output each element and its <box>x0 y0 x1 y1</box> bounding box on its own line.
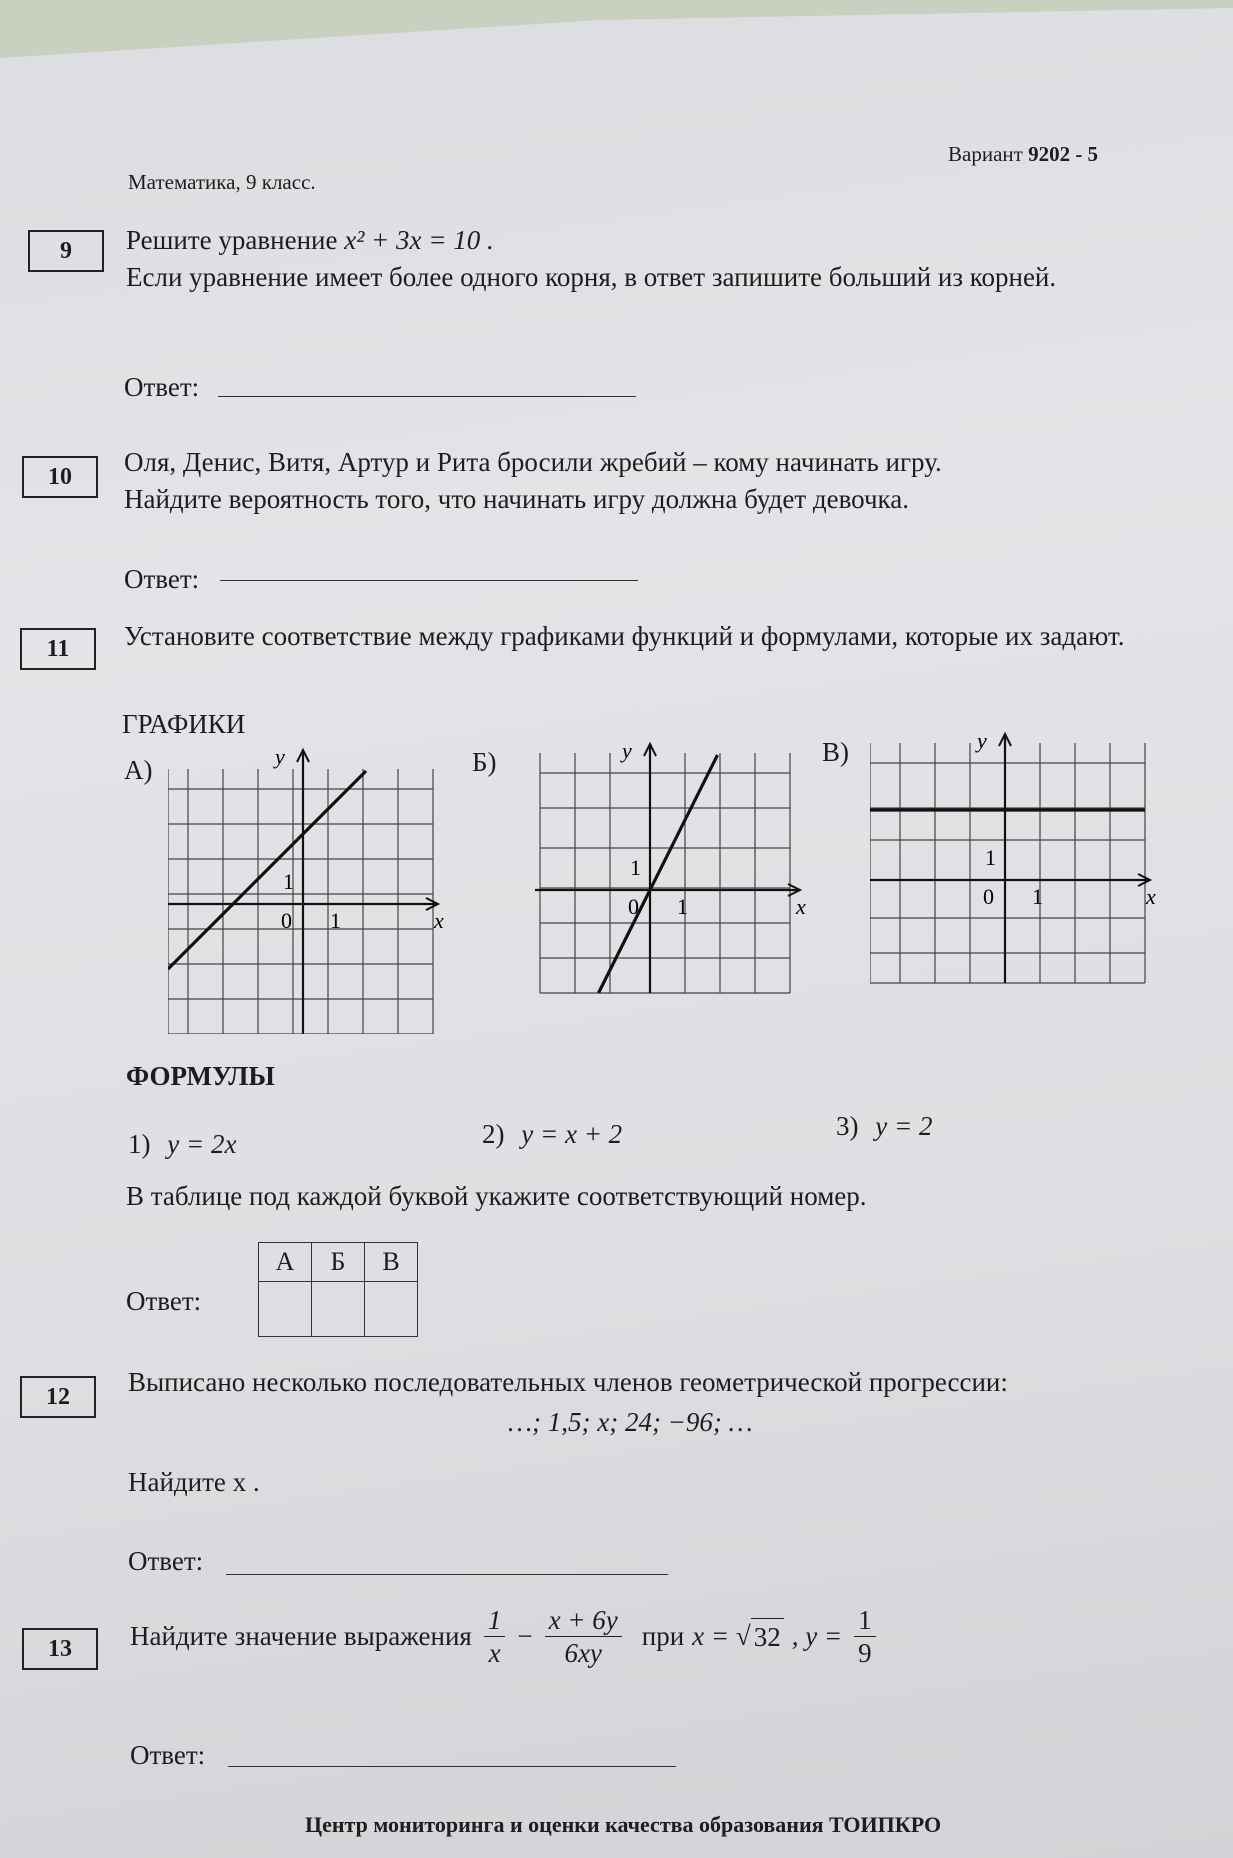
task-9-answer-label: Ответ: <box>124 372 200 402</box>
task-12-text: Выписано несколько последовательных членов геометрической прогрессии: <box>128 1367 1008 1397</box>
fraction-3 <box>854 1604 876 1669</box>
graph-a-label: А) <box>124 755 153 785</box>
origin-label: 0 <box>628 894 639 919</box>
x-axis-label: x <box>434 908 444 933</box>
formula-2 <box>482 1116 622 1153</box>
y-unit-label: 1 <box>283 869 294 894</box>
answer-table-header-b: Б <box>312 1243 365 1282</box>
fraction-2 <box>545 1604 622 1669</box>
fraction-2-denominator: 6xy <box>564 1638 602 1668</box>
origin-label: 0 <box>281 908 292 933</box>
footer-organization: Центр мониторинга и оценки качества образования ТОИПКРО <box>305 1812 942 1837</box>
task-12-find: Найдите x . <box>128 1467 260 1497</box>
formula-1-num: 1) <box>128 1129 151 1159</box>
task-12-answer-label: Ответ: <box>128 1546 204 1576</box>
task-10-line2: Найдите вероятность того, что начинать игру должна будет девочка. <box>124 484 909 514</box>
answer-table-header-v: В <box>365 1243 418 1282</box>
fraction-1-over-x <box>484 1604 506 1669</box>
task-13-answer-line[interactable] <box>228 1766 676 1767</box>
y-axis-label: y <box>622 738 632 763</box>
formula-2-expr: y = x + 2 <box>521 1119 623 1149</box>
function-line <box>599 755 718 993</box>
y-equals: , y = <box>791 1621 843 1651</box>
graph-b <box>520 738 810 1018</box>
minus-sign: − <box>517 1621 533 1651</box>
task-11-number: 11 <box>20 628 96 670</box>
formula-2-num: 2) <box>482 1119 505 1149</box>
task-9-condition: Если уравнение имеет более одного корня, в ответ запишите больший из корней. <box>126 262 1057 292</box>
task-11-answer-label: Ответ: <box>126 1286 202 1316</box>
x-axis-label: x <box>796 894 806 919</box>
variant-label: Вариант <box>948 142 1023 166</box>
y-unit-label: 1 <box>985 845 996 870</box>
formulas-title: ФОРМУЛЫ <box>126 1061 275 1091</box>
variant-number: 9202 - 5 <box>1028 142 1099 166</box>
task-10-number: 10 <box>22 456 98 498</box>
task-10-text <box>124 444 1174 518</box>
table-surface-corner <box>0 0 1233 70</box>
task-10-line1: Оля, Денис, Витя, Артур и Рита бросили жребий – кому начинать игру. <box>124 447 942 477</box>
answer-cell-b[interactable] <box>312 1282 365 1337</box>
x-unit-label: 1 <box>1032 884 1043 909</box>
task-9-number: 9 <box>28 230 104 272</box>
formula-3 <box>836 1108 932 1145</box>
graph-v <box>870 728 1160 1008</box>
task-12-number: 12 <box>20 1376 96 1418</box>
fraction-3-numerator: 1 <box>854 1604 876 1637</box>
task-10-answer-label: Ответ: <box>124 564 200 594</box>
fraction-3-denominator: 9 <box>858 1638 872 1668</box>
subject-header: Математика, 9 класс. <box>128 170 316 194</box>
x-equals: x = √ <box>692 1621 751 1651</box>
y-axis-label: y <box>977 728 987 753</box>
graph-b-label: Б) <box>472 747 497 777</box>
x-root-value: 32 <box>751 1618 784 1656</box>
task-12-sequence: …; 1,5; x; 24; −96; … <box>508 1407 753 1437</box>
graph-v-label: В) <box>822 737 849 767</box>
answer-cell-a[interactable] <box>259 1282 312 1337</box>
task-13-text <box>130 1604 880 1669</box>
y-axis-label: y <box>275 744 285 769</box>
x-unit-label: 1 <box>330 908 341 933</box>
formula-1 <box>128 1126 236 1163</box>
formula-3-num: 3) <box>836 1111 859 1141</box>
task-9-text <box>126 222 1146 296</box>
origin-label: 0 <box>983 884 994 909</box>
fraction-2-numerator: x + 6y <box>545 1604 622 1637</box>
x-unit-label: 1 <box>677 894 688 919</box>
graph-a <box>168 744 448 1034</box>
task-13-at: при <box>641 1621 685 1651</box>
fraction-1-numerator: 1 <box>484 1604 506 1637</box>
task-13-lead: Найдите значение выражения <box>130 1621 472 1651</box>
answer-cell-v[interactable] <box>365 1282 418 1337</box>
x-axis-label: x <box>1146 884 1156 909</box>
y-unit-label: 1 <box>630 855 641 880</box>
fraction-1-denominator: x <box>488 1638 501 1668</box>
task-13-number: 13 <box>22 1628 98 1670</box>
task-9-lead: Решите уравнение <box>126 225 338 255</box>
task-10-answer-line[interactable] <box>220 580 638 581</box>
task-11-text: Установите соответствие между графиками функций и формулами, которые их задают. <box>124 621 1125 651</box>
variant-header <box>948 142 1098 167</box>
task-13-answer-label: Ответ: <box>130 1740 206 1770</box>
task-11-answer-table <box>258 1242 418 1337</box>
task-9-equation: x² + 3x = 10 . <box>344 225 494 255</box>
formula-1-expr: y = 2x <box>167 1129 237 1159</box>
task-12-answer-line[interactable] <box>226 1574 668 1575</box>
answer-table-header-a: А <box>259 1243 312 1282</box>
formula-3-expr: y = 2 <box>875 1111 933 1141</box>
task-9-answer-line[interactable] <box>218 396 636 397</box>
graphs-title: ГРАФИКИ <box>122 709 246 739</box>
function-line <box>168 771 366 969</box>
task-11-instruction: В таблице под каждой буквой укажите соответствующий номер. <box>126 1181 867 1211</box>
